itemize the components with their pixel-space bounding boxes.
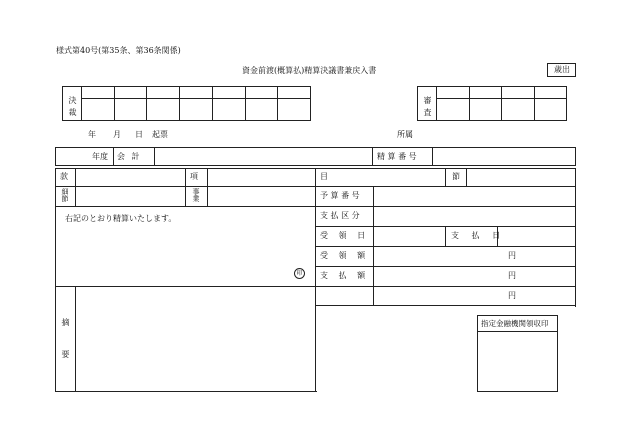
type-label: 歳出: [554, 65, 570, 74]
date-month: 月: [113, 130, 121, 139]
approval-right-grid: [436, 86, 567, 121]
kan-label: 款: [60, 172, 68, 181]
moku-label: 目: [320, 172, 328, 181]
date-year: 年: [88, 130, 96, 139]
bank-stamp-box: [477, 315, 558, 392]
receipt-date-label: 受 領 日: [320, 231, 370, 240]
approval-right-label-box: [417, 86, 437, 121]
form-number: 様式第40号(第35条、第36条関係): [56, 46, 181, 55]
statement-text: 右記のとおり精算いたします。: [65, 214, 177, 223]
remarks-label: 摘要: [61, 318, 70, 382]
setsu-label: 節: [452, 172, 460, 181]
settlement-number-label: 精 算 番 号: [377, 152, 417, 161]
yen-unit-2: 円: [508, 271, 516, 280]
type-label-box: [547, 63, 576, 77]
saisetsu-label: 細節: [61, 188, 69, 202]
kou-label: 項: [190, 172, 198, 181]
approval-left-label-box: [62, 86, 82, 121]
yen-unit-1: 円: [508, 251, 516, 260]
date-drafted: 起票: [152, 130, 168, 139]
account-label: 会 計: [117, 152, 142, 161]
approval-right-label: 審査: [423, 96, 432, 120]
payment-date-label: 支 払 日: [451, 231, 506, 240]
received-amount-label: 受 領 額: [320, 251, 370, 260]
approval-left-label: 決裁: [68, 96, 77, 120]
approval-left-grid: [81, 86, 311, 121]
document-title: 資金前渡(概算払)精算決議書兼戻入書: [242, 66, 377, 75]
budget-number-label: 予 算 番 号: [320, 191, 360, 200]
seal-mark: 印: [294, 268, 305, 279]
department-label: 所属: [397, 130, 413, 139]
fiscal-year-label: 年度: [92, 152, 108, 161]
jigyo-label: 事業: [192, 188, 200, 202]
payment-class-label: 支 払 区 分: [320, 211, 360, 220]
yen-unit-3: 円: [508, 291, 516, 300]
total-row: [315, 286, 576, 306]
paid-amount-label: 支 払 額: [320, 271, 370, 280]
bank-stamp-label: 指定金融機関領収印: [481, 319, 549, 328]
date-day: 日: [135, 130, 143, 139]
